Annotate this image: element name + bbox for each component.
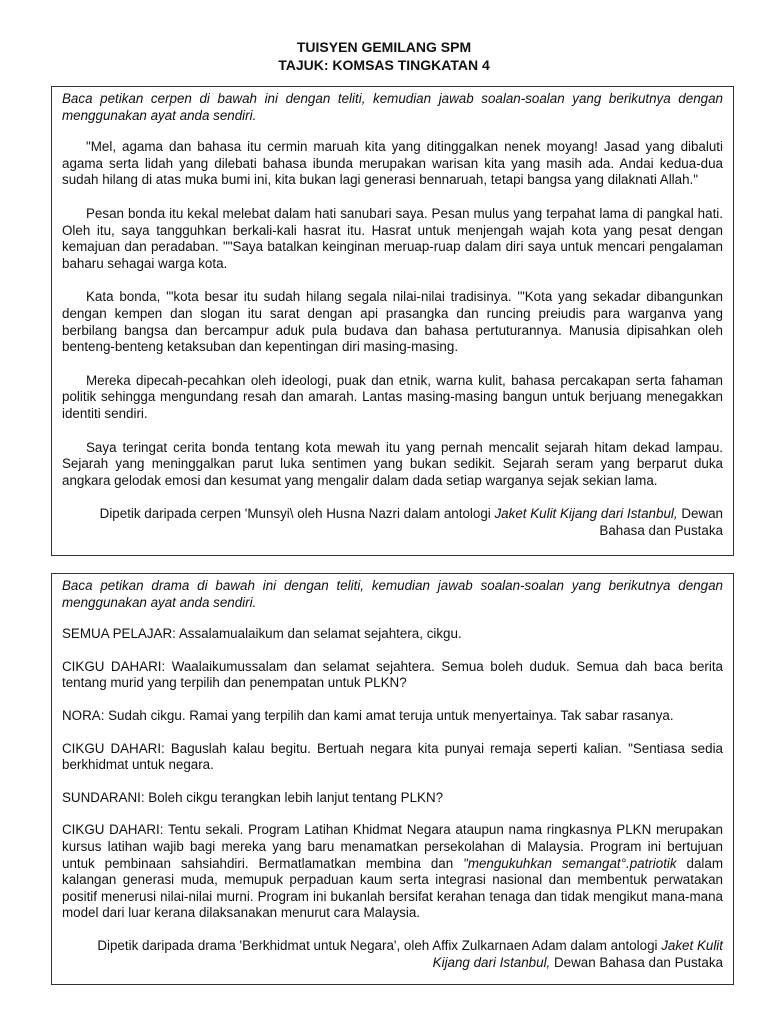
cerpen-paragraph: "Mel, agama dan bahasa itu cermin maruah kita yang ditinggalkan nenek moyang! Jasad yang dibaluti agama serta lidah yang dilebati bahasa ibunda merupakan warisan kita yang masih ada. Andai kedua-dua sudah hilang di atas muka bumi ini, kita bukan lagi generasi bennaruah, tetapi bangsa yang dilaknati Allah."	[62, 139, 723, 188]
document-subtitle: TAJUK: KOMSAS TINGKATAN 4	[278, 57, 490, 73]
cerpen-instruction: Baca petikan cerpen di bawah ini dengan teliti, kemudian jawab soalan-soalan yang berikutnya dengan menggunakan ayat anda sendiri.	[62, 91, 723, 123]
drama-line-quote: "mengukuhkan semangat°.patriotik	[463, 855, 677, 871]
drama-dialogue-line	[62, 822, 723, 922]
drama-instruction: Baca petikan drama di bawah ini dengan teliti, kemudian jawab soalan-soalan yang berikutnya dengan menggunakan ayat anda sendiri.	[62, 578, 723, 610]
drama-dialogue-line: SUNDARANI: Boleh cikgu terangkan lebih lanjut tentang PLKN?	[62, 789, 444, 805]
drama-dialogue-line: CIKGU DAHARI: Baguslah kalau begitu. Bertuah negara kita punyai remaja seperti kalian. "Sentiasa sedia berkhidmat untuk negara.	[62, 740, 723, 773]
document-title: TUISYEN GEMILANG SPM	[296, 39, 472, 55]
cerpen-source-prefix: Dipetik daripada cerpen 'Munsyi\ oleh Husna Nazri dalam antologi	[99, 506, 495, 522]
drama-source-book: Jaket Kulit Kijang dari Istanbul,	[432, 937, 723, 970]
cerpen-paragraph: Mereka dipecah-pecahkan oleh ideologi, puak dan etnik, warna kulit, bahasa percakapan serta fahaman politik sehingga mengundang resah dan amarah. Lantas masing-masing bangun untuk berjuang menegakkan identiti sendiri.	[62, 372, 723, 421]
cerpen-source-book: Jaket Kulit Kijang dari Istanbul,	[494, 506, 678, 522]
cerpen-paragraph: Pesan bonda itu kekal melebat dalam hati sanubari saya. Pesan mulus yang terpahat lama di pangkal hati. Oleh itu, saya tangguhkan berkali-kali hasrat itu. Hasrat untuk menjengah wajah kota yang pesat dengan kemajuan dan peradaban. ""Saya batalkan keinginan meruap-ruap dalam diri saya untuk mencari pengalaman baharu sehagai warga kota.	[62, 205, 723, 271]
drama-dialogue-line: SEMUA PELAJAR: Assalamualaikum dan selamat sejahtera, cikgu.	[62, 626, 462, 642]
drama-source-citation	[62, 938, 723, 971]
cerpen-source-publisher: Dewan Bahasa dan Pustaka	[599, 506, 723, 538]
drama-dialogue-line: NORA: Sudah cikgu. Ramai yang terpilih dan kami amat teruja untuk menyertainya. Tak sabar rasanya.	[62, 707, 674, 723]
drama-dialogue-line: CIKGU DAHARI: Waalaikumussalam dan selamat sejahtera. Semua boleh duduk. Semua dah baca berita tentang murid yang terpilih dan penempatan untuk PLKN?	[62, 658, 723, 691]
cerpen-source-citation	[62, 506, 723, 539]
drama-line-part: CIKGU DAHARI: Tentu sekali. Program Latihan Khidmat Negara ataupun nama ringkasnya PLKN merupakan kursus latihan wajib bagi mereka yang baru menamatkan persekolahan di Malaysia. Program ini bertujuan untuk pembinaan sahsiahdiri. Bermatlamatkan membina dan	[62, 822, 723, 871]
drama-passage-box	[51, 573, 734, 985]
cerpen-paragraph: Kata bonda, '"kota besar itu sudah hilang segala nilai-nilai tradisinya. '"Kota yang sekadar dibangunkan dengan kempen dan slogan itu sarat dengan api prasangka dan runcing preiudis para warganva yang berbilang bangsa dan bercampur aduk pula budava dan bahasa pertuturannya. Manusia dipisahkan oleh benteng-benteng ketaksuban dan kepentingan diri masing-masing.	[62, 289, 723, 355]
drama-line-part: dalam kalangan generasi muda, memupuk perpaduan kaum serta integrasi nasional dan membentuk perwatakan positif menerusi nilai-nilai murni. Program ini bukanlah bersifat kerahan tenaga dan tidak mengikut mana-mana model dari luar kerana dilaksanakan menurut cara Malaysia.	[62, 855, 723, 921]
drama-source-prefix: Dipetik daripada drama 'Berkhidmat untuk Negara', oleh Affix Zulkarnaen Adam dalam antologi	[97, 937, 662, 953]
drama-source-publisher: Dewan Bahasa dan Pustaka	[550, 954, 723, 970]
cerpen-passage-box	[51, 86, 734, 556]
cerpen-paragraph: Saya teringat cerita bonda tentang kota mewah itu yang pernah mencalit sejarah hitam dekad lampau. Sejarah yang meninggalkan parut luka sentimen yang bukan sedikit. Sejarah seram yang berparut duka angkara gelodak emosi dan kesumat yang mengalir dalam dada setiap warganya sejak sekian lama.	[62, 439, 723, 488]
